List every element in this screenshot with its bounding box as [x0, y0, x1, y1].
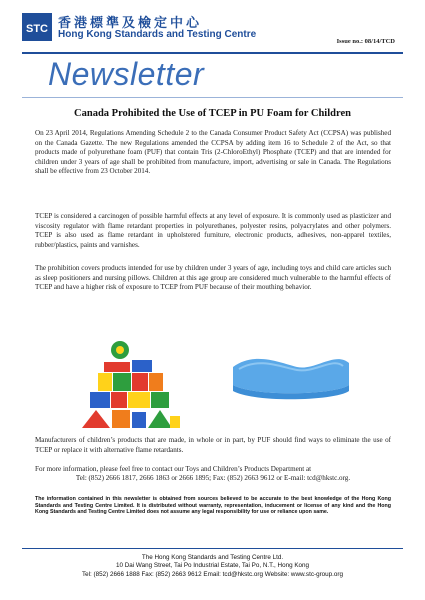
- header-divider: [22, 52, 403, 54]
- article-paragraph: TCEP is considered a carcinogen of possible harmful effects at any level of exposure. It is commonly used as plasticizer and viscosity regulator with flame retardant properties in polyurethanes, polyester resins, polyacrylates and other polymers. TCEP is also used as flame retardant in upholstered furniture, electronic products, adhesives, non-apparel textiles, rubber/plastics, paints and varnishes.: [35, 212, 391, 249]
- org-name-english: Hong Kong Standards and Testing Centre: [58, 29, 257, 40]
- article-paragraph: Manufacturers of children’s products that are made, in whole or in part, by PUF should find ways to eliminate the use of TCEP or replace it with alternative flame retardants.: [35, 436, 391, 454]
- footer-contacts: Tel: (852) 2666 1888 Fax: (852) 2663 9612 Email: tcd@hkstc.org Website: www.stc-group.org: [81, 571, 344, 578]
- foam-pillow-image: [225, 345, 355, 405]
- masthead-divider: [22, 97, 403, 98]
- org-name-chinese: 香港標準及檢定中心: [58, 16, 203, 31]
- contact-details: Tel: (852) 2666 1817, 2666 1863 or 2666 1895; Fax: (852) 2663 9612 or E-mail: tcd@hkstc.org.: [75, 474, 351, 482]
- article-paragraph: The prohibition covers products intended for use by children under 3 years of age, including toys and child care articles such as sleep positioners and nursing pillows. Children at this age group are considered much vulnerable to the harmful effects of TCEP and have a higher risk of exposure to TCEP from PUF because of their mouthing behavior.: [35, 264, 391, 292]
- article-paragraph: On 23 April 2014, Regulations Amending Schedule 2 to the Canada Consumer Product Safety Act (CCPSA) was published on the Canada Gazette. The new Regulations amended the CCPSA by adding item 16 to Schedule 2 of the Act, so that products made of polyurethane foam (PUF) that contain Tris (2-ChloroEthyl) Phosphate (TCEP) and that are intended for children under 3 years of age shall be prohibited from manufacture, import, advertising or sale in Canada. The Regulations shall be effective from 23 October 2014.: [35, 129, 391, 176]
- stc-logo: [22, 13, 52, 41]
- foam-toy-blocks-image: [82, 338, 182, 430]
- newsletter-masthead: Newsletter: [48, 56, 205, 92]
- article-paragraph: For more information, please feel free to contact our Toys and Children’s Products Department at: [35, 465, 312, 473]
- issue-number: Issue no.: 08/14/TCD: [336, 38, 395, 45]
- article-title: Canada Prohibited the Use of TCEP in PU Foam for Children: [74, 108, 351, 119]
- footer-divider: [22, 548, 403, 549]
- logo-text: STC: [26, 23, 48, 35]
- footer-company: The Hong Kong Standards and Testing Centre Ltd.: [141, 554, 284, 561]
- footer-address: 10 Dai Wang Street, Tai Po Industrial Estate, Tai Po, N.T., Hong Kong: [115, 562, 310, 569]
- disclaimer: The information contained in this newsletter is obtained from sources believed to be accurate to the best knowledge of the Hong Kong Standards and Testing Centre Limited. It is distributed without warranty, representation, inducement or license of any kind and the Hong Kong Standards and Testing Centre Limited does not assume any legal responsibility for use or reliance upon same.: [35, 496, 391, 516]
